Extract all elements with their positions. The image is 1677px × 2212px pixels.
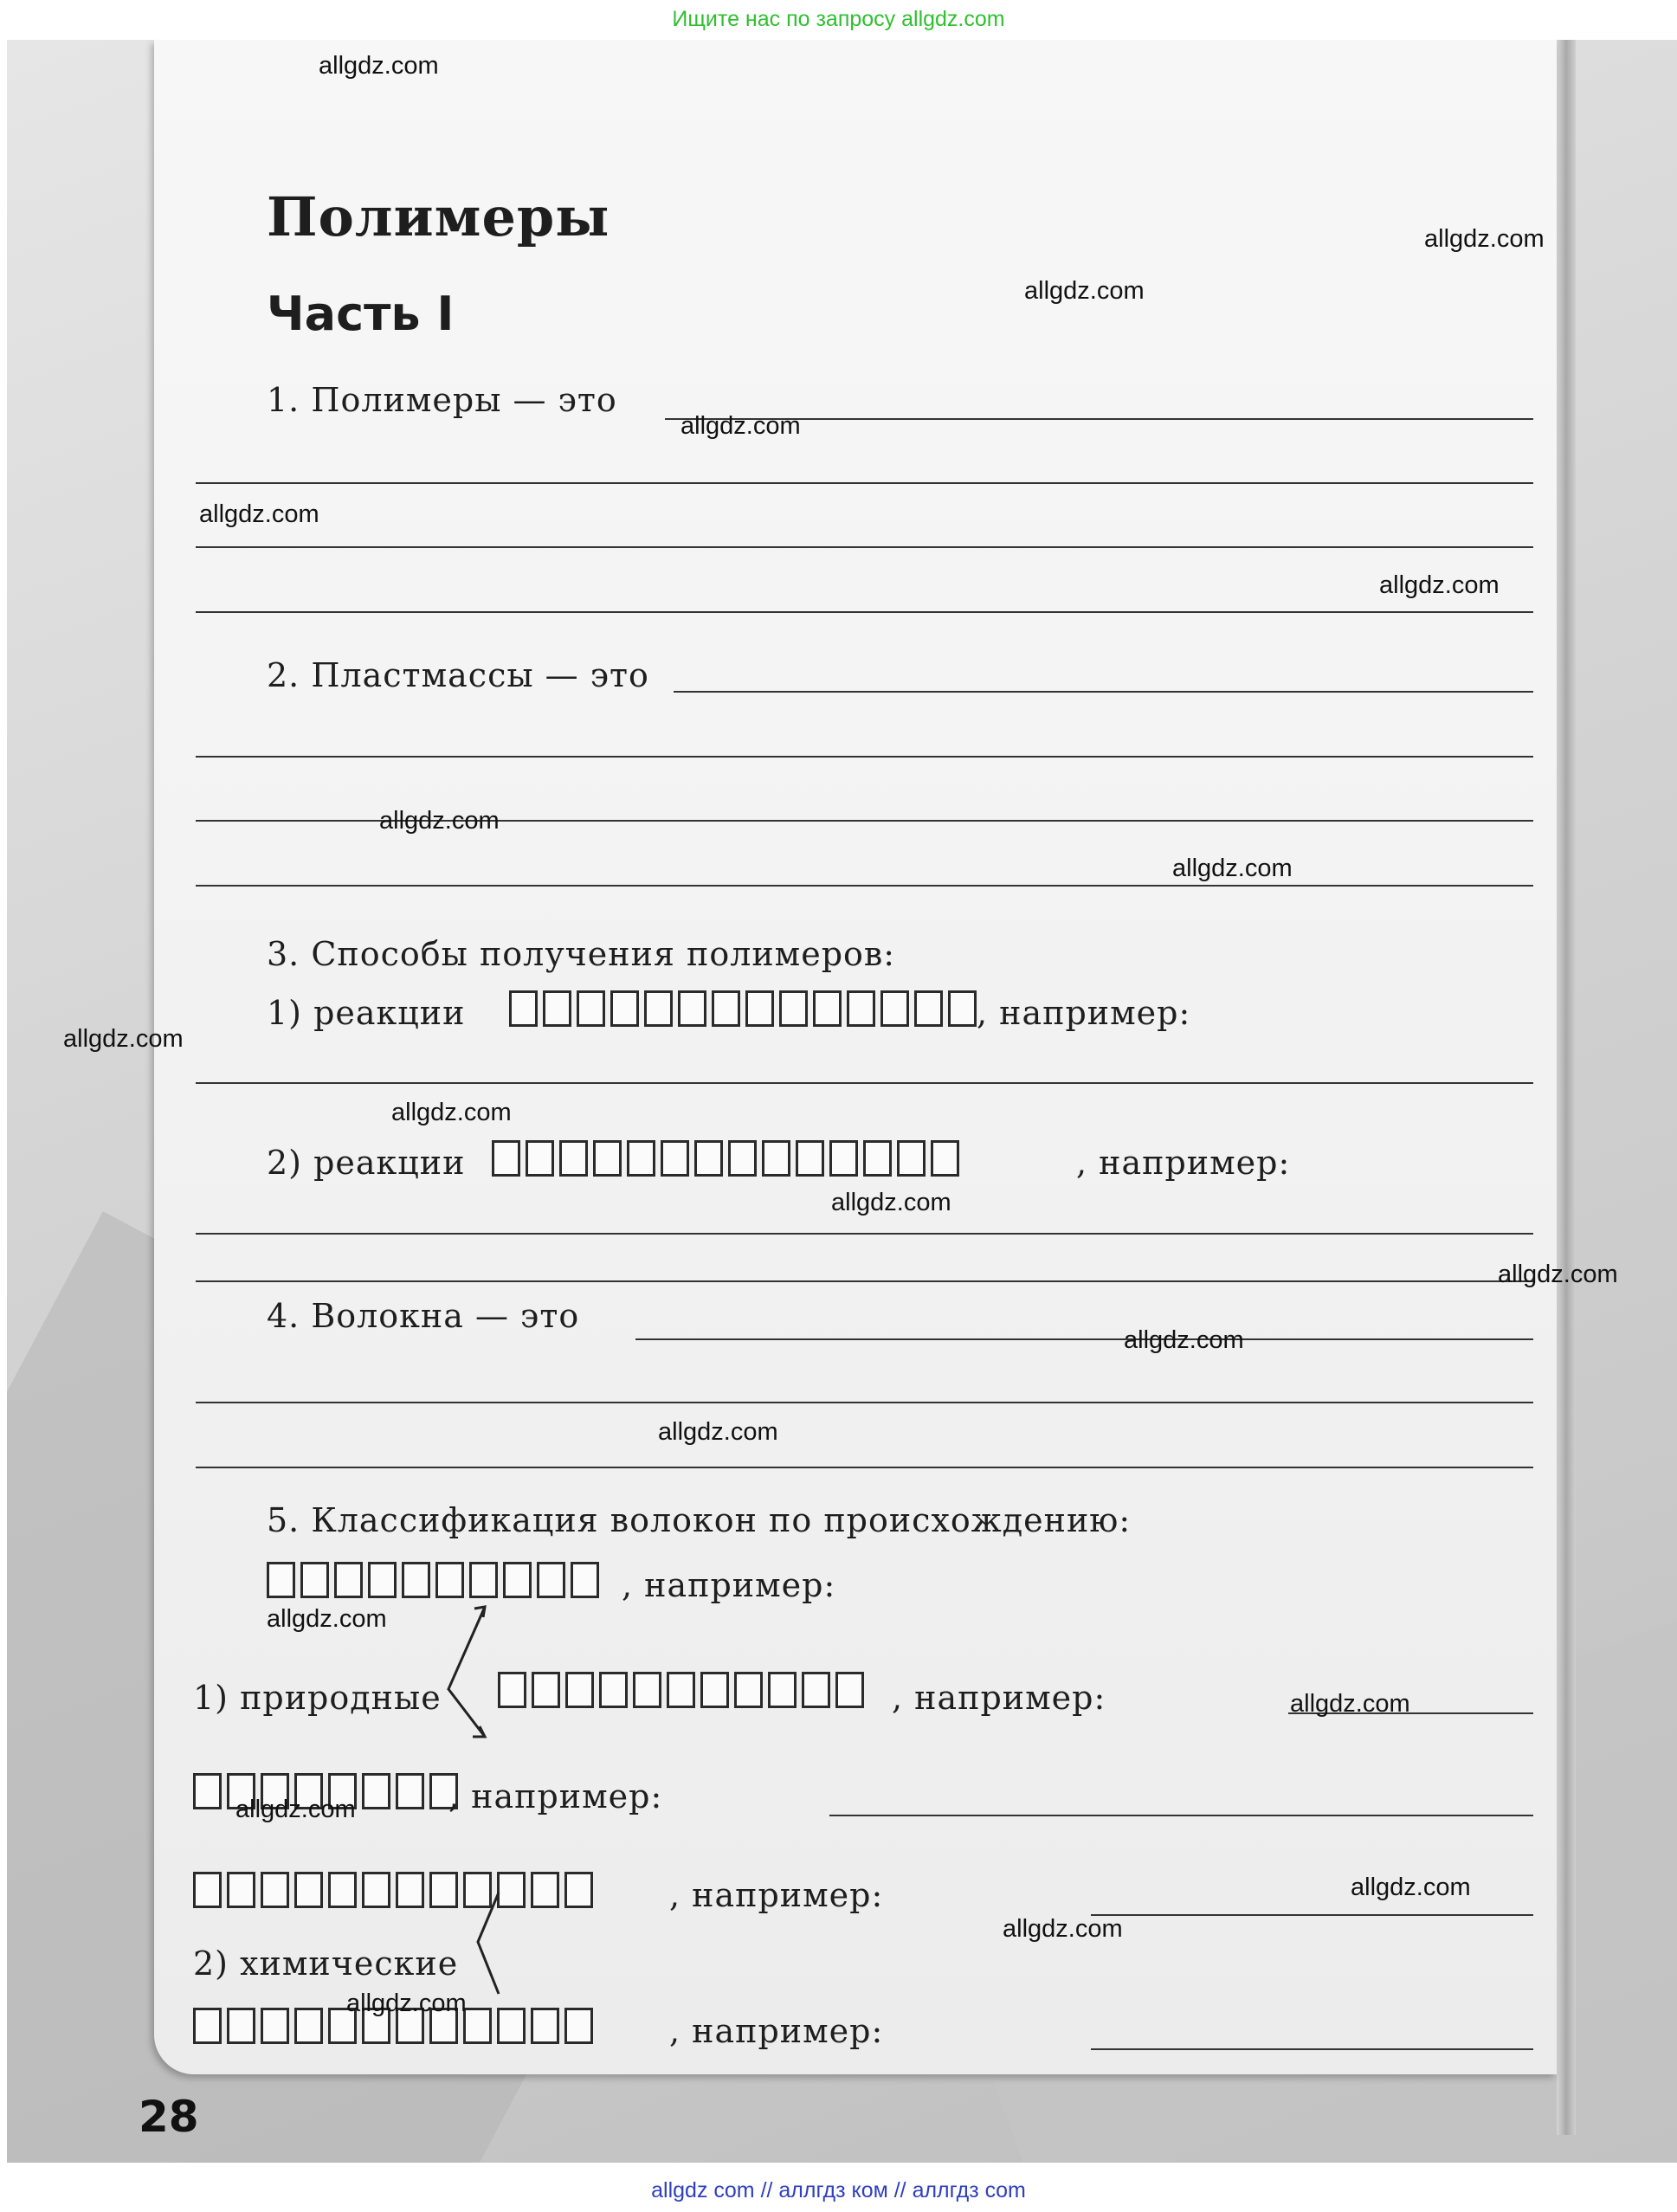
letter-box[interactable] (328, 1872, 357, 1908)
watermark: allgdz.com (1424, 225, 1545, 253)
answer-line[interactable] (196, 546, 1533, 548)
letter-box[interactable] (396, 1872, 424, 1908)
answer-line[interactable] (674, 691, 1533, 693)
watermark: allgdz.com (1379, 571, 1500, 599)
watermark: allgdz.com (63, 1025, 184, 1053)
top-banner: Ищите нас по запросу allgdz.com (672, 7, 1005, 31)
letter-box[interactable] (261, 1872, 289, 1908)
book-edge (1557, 40, 1576, 2135)
letter-box[interactable] (880, 990, 909, 1027)
watermark: allgdz.com (1024, 277, 1145, 305)
branch-brace-chemical (471, 1886, 506, 2007)
reaction-2-prefix: 2) реакции (267, 1144, 466, 1182)
watermark: allgdz.com (267, 1605, 387, 1633)
letter-box[interactable] (734, 1672, 763, 1708)
watermark: allgdz.com (1003, 1915, 1123, 1943)
page-title: Полимеры (267, 185, 610, 248)
answer-line[interactable] (196, 1233, 1533, 1235)
letter-box[interactable] (435, 1562, 464, 1598)
letter-box[interactable] (261, 2008, 289, 2044)
letter-box[interactable] (564, 2008, 593, 2044)
answer-line[interactable] (196, 482, 1533, 484)
letter-box[interactable] (537, 1562, 565, 1598)
branch-arrow-natural (431, 1598, 492, 1754)
letter-box[interactable] (728, 1140, 757, 1177)
answer-line[interactable] (196, 756, 1533, 758)
letter-boxes-natural-1[interactable] (267, 1562, 604, 1598)
answer-line[interactable] (1091, 2048, 1533, 2050)
worksheet (154, 40, 1557, 2074)
letter-box[interactable] (829, 1140, 858, 1177)
letter-boxes-reaction-2[interactable] (492, 1140, 964, 1177)
watermark: allgdz.com (391, 1099, 512, 1126)
letter-boxes-chemical-1[interactable] (193, 1872, 598, 1908)
watermark: allgdz.com (1290, 1690, 1410, 1718)
natural-fibers-label: 1) природные (193, 1679, 442, 1717)
letter-box[interactable] (300, 1562, 329, 1598)
letter-box[interactable] (294, 1872, 323, 1908)
letter-box[interactable] (227, 2008, 255, 2044)
bottom-banner: allgdz com // аллгдз ком // аллгдз com (651, 2178, 1026, 2202)
letter-box[interactable] (835, 1672, 864, 1708)
letter-box[interactable] (802, 1672, 830, 1708)
letter-box[interactable] (813, 990, 842, 1027)
answer-line[interactable] (196, 611, 1533, 613)
page-subtitle: Часть I (267, 287, 455, 341)
answer-line[interactable] (196, 1402, 1533, 1403)
watermark: allgdz.com (831, 1189, 951, 1216)
letter-box[interactable] (661, 1140, 689, 1177)
answer-line[interactable] (196, 885, 1533, 887)
letter-box[interactable] (503, 1562, 532, 1598)
example-label: , например: (669, 2012, 884, 2050)
letter-box[interactable] (362, 1872, 390, 1908)
letter-box[interactable] (768, 1672, 797, 1708)
letter-box[interactable] (193, 1872, 222, 1908)
watermark: allgdz.com (379, 807, 500, 835)
reaction-1-suffix: , например: (977, 994, 1191, 1032)
watermark: allgdz.com (1172, 854, 1293, 882)
watermark: allgdz.com (235, 1796, 356, 1823)
letter-box[interactable] (796, 1140, 824, 1177)
letter-box[interactable] (633, 1672, 661, 1708)
letter-box[interactable] (593, 1140, 622, 1177)
letter-box[interactable] (863, 1140, 892, 1177)
answer-line[interactable] (635, 1338, 1533, 1340)
letter-box[interactable] (532, 1672, 560, 1708)
letter-box[interactable] (227, 1872, 255, 1908)
letter-box[interactable] (402, 1562, 430, 1598)
reaction-1-prefix: 1) реакции (267, 994, 466, 1032)
letter-box[interactable] (745, 990, 774, 1027)
scanned-page (7, 40, 1677, 2163)
letter-box[interactable] (469, 1562, 498, 1598)
letter-box[interactable] (644, 990, 673, 1027)
letter-box[interactable] (463, 2008, 492, 2044)
letter-box[interactable] (559, 1140, 588, 1177)
letter-box[interactable] (509, 990, 538, 1027)
answer-line[interactable] (196, 1467, 1533, 1468)
letter-box[interactable] (667, 1672, 695, 1708)
letter-box[interactable] (779, 990, 808, 1027)
question-2-label: 2. Пластмассы — это (267, 656, 649, 694)
letter-box[interactable] (610, 990, 639, 1027)
letter-box[interactable] (193, 2008, 222, 2044)
example-label: , например: (669, 1876, 884, 1914)
letter-box[interactable] (700, 1672, 729, 1708)
letter-boxes-reaction-1[interactable] (509, 990, 982, 1027)
letter-box[interactable] (564, 1872, 593, 1908)
letter-box[interactable] (334, 1562, 363, 1598)
letter-box[interactable] (368, 1562, 397, 1598)
letter-box[interactable] (531, 1872, 559, 1908)
letter-box[interactable] (294, 2008, 323, 2044)
letter-box[interactable] (571, 1562, 599, 1598)
answer-line[interactable] (1091, 1914, 1533, 1916)
letter-box[interactable] (497, 2008, 526, 2044)
reaction-2-suffix: , например: (1076, 1144, 1291, 1182)
watermark: allgdz.com (1124, 1326, 1244, 1354)
letter-box[interactable] (712, 990, 740, 1027)
letter-box[interactable] (599, 1672, 628, 1708)
letter-box[interactable] (396, 1773, 424, 1809)
watermark: allgdz.com (680, 412, 801, 440)
letter-box[interactable] (627, 1140, 655, 1177)
watermark: allgdz.com (199, 500, 319, 528)
letter-box[interactable] (678, 990, 706, 1027)
letter-box[interactable] (847, 990, 875, 1027)
letter-box[interactable] (897, 1140, 926, 1177)
letter-box[interactable] (543, 990, 571, 1027)
letter-box[interactable] (526, 1140, 554, 1177)
letter-box[interactable] (914, 990, 943, 1027)
letter-boxes-natural-2[interactable] (498, 1672, 869, 1708)
answer-line[interactable] (829, 1815, 1533, 1816)
letter-box[interactable] (931, 1140, 959, 1177)
example-label: , например: (622, 1566, 836, 1604)
letter-box[interactable] (948, 990, 977, 1027)
example-label: , например: (448, 1777, 663, 1815)
watermark: allgdz.com (658, 1418, 778, 1446)
letter-box[interactable] (429, 1872, 458, 1908)
watermark: allgdz.com (1498, 1261, 1618, 1288)
example-label: , например: (892, 1679, 1106, 1717)
letter-box[interactable] (694, 1140, 723, 1177)
question-3-label: 3. Способы получения полимеров: (267, 935, 896, 973)
watermark: allgdz.com (319, 52, 439, 80)
letter-box[interactable] (193, 1773, 222, 1809)
question-4-label: 4. Волокна — это (267, 1297, 580, 1335)
letter-box[interactable] (762, 1140, 790, 1177)
letter-box[interactable] (267, 1562, 295, 1598)
answer-line[interactable] (196, 1280, 1533, 1282)
page-number: 28 (139, 2092, 199, 2142)
letter-box[interactable] (362, 1773, 390, 1809)
watermark: allgdz.com (1351, 1873, 1471, 1901)
letter-box[interactable] (577, 990, 605, 1027)
letter-box[interactable] (498, 1672, 526, 1708)
letter-box[interactable] (565, 1672, 594, 1708)
letter-box[interactable] (492, 1140, 520, 1177)
answer-line[interactable] (196, 1082, 1533, 1084)
question-1-label: 1. Полимеры — это (267, 381, 617, 419)
question-5-label: 5. Классификация волокон по происхождению: (267, 1501, 1132, 1539)
letter-box[interactable] (531, 2008, 559, 2044)
chemical-fibers-label: 2) химические (193, 1944, 459, 1983)
watermark: allgdz.com (346, 1990, 467, 2017)
